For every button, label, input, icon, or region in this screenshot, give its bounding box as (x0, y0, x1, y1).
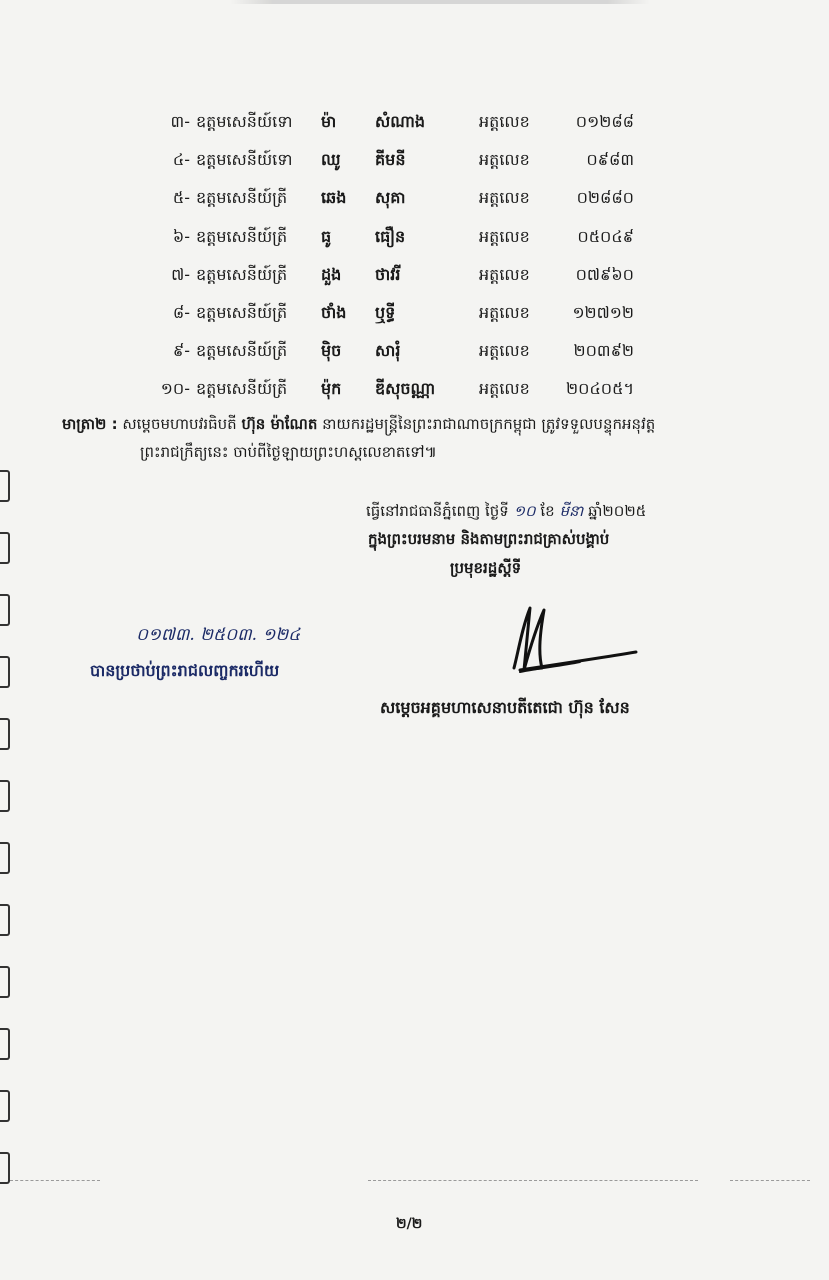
officer-given-name: ឬទ្ធី (375, 303, 396, 323)
id-label: អត្តលេខ (479, 303, 530, 323)
id-label: អត្តលេខ (479, 112, 530, 132)
year: ឆ្នាំ២០២៥ (588, 502, 647, 520)
id-label: អត្តលេខ (479, 188, 530, 208)
officer-rank: ឧត្តមសេនីយ៍ត្រី (196, 226, 288, 246)
officer-given-name: ថាវរី (375, 264, 401, 284)
id-label: អត្តលេខ (479, 341, 530, 361)
id-number: ០៩៨៣ (586, 150, 634, 170)
officer-surname: ដួង (321, 264, 342, 284)
id-number: ១២៧១២ (572, 303, 634, 323)
id-label: អត្តលេខ (479, 264, 530, 284)
officer-surname: ម៉ុក (321, 379, 342, 399)
prime-minister-name: ហ៊ុន ម៉ាណែត (241, 415, 318, 433)
officer-given-name: គីមនី (375, 150, 406, 170)
spiral-binding (0, 470, 14, 1190)
article-2-line-2: ព្រះរាជក្រឹត្យនេះ ចាប់ពីថ្ងៃឡាយព្រះហស្តលេខាតទៅ៕ (140, 443, 437, 461)
officer-rank: ឧត្តមសេនីយ៍ត្រី (196, 303, 288, 323)
article-text-before: សម្តេចមហាបវរធិបតី (122, 415, 237, 433)
footer-rule-right (730, 1180, 810, 1181)
id-number: ២០៣៩២ (573, 341, 634, 361)
id-label: អត្តលេខ (479, 379, 530, 399)
article-2-line-1 (62, 410, 762, 438)
row-index: ៧- (171, 264, 190, 284)
officer-rank: ឧត្តមសេនីយ៍ត្រី (196, 264, 288, 284)
month-label: ខែ (540, 502, 555, 520)
officer-given-name: សំណាង (375, 112, 425, 132)
handwritten-month: មីនា (559, 502, 584, 520)
id-number: ០២៨៨០ (576, 188, 634, 208)
row-index: ៨- (172, 303, 190, 323)
officer-surname: មុិច (321, 341, 342, 361)
row-index: ១០- (160, 379, 190, 399)
registration-number: ០១៧៣. ២៥០៣. ១២៤ (136, 625, 301, 645)
article-label: មាត្រា២ : (62, 415, 118, 433)
page-number: ២/២ (396, 1216, 423, 1232)
id-label: អត្តលេខ (479, 150, 530, 170)
signatory-name: សម្តេចអគ្គមហាសេនាបតីតេជោ ហ៊ុន សែន (380, 698, 630, 717)
officer-row (138, 333, 634, 371)
officer-rank: ឧត្តមសេនីយ៍ត្រី (196, 379, 288, 399)
officer-surname: ថាំង (321, 303, 347, 323)
officer-row (138, 257, 634, 295)
acting-head-of-state: ប្រមុខរដ្ឋស្តីទី (450, 559, 522, 577)
id-number: ០៥០៤៩ (577, 226, 634, 246)
previous-page-edge (230, 0, 650, 4)
row-index: ៥- (172, 188, 190, 208)
id-number: ០១២៨៨ (575, 112, 634, 132)
officer-row (138, 219, 634, 257)
officer-given-name: ឌីសុចណ្ណា (375, 379, 436, 399)
footer-rule-center (368, 1180, 698, 1181)
officer-row (138, 142, 634, 180)
royal-command-line: ក្នុងព្រះបរមនាម និងតាមព្រះរាជគ្រាស់បង្គាប់ (368, 530, 610, 548)
officer-rank: ឧត្តមសេនីយ៍ត្រី (196, 341, 288, 361)
officer-row (138, 295, 634, 333)
handwritten-day: ១០ (513, 502, 536, 520)
officer-rank: ឧត្តមសេនីយ៍ត្រី (196, 188, 288, 208)
article-2 (62, 410, 762, 466)
officer-surname: ឆេង (321, 188, 347, 208)
id-label: អត្តលេខ (479, 226, 530, 246)
officer-rank: ឧត្តមសេនីយ៍ទោ (196, 112, 293, 132)
article-text-after: នាយករដ្ឋមន្ត្រីនៃព្រះរាជាណាចក្រកម្ពុជា ត្រូវទទួលបន្ទុកអនុវត្ត (322, 415, 656, 433)
officer-surname: ម៉ា (321, 112, 337, 132)
officer-given-name: ធឿន (375, 226, 406, 246)
row-index: ៩- (172, 341, 190, 361)
officer-rank: ឧត្តមសេនីយ៍ទោ (196, 150, 293, 170)
officer-row (138, 104, 634, 142)
officer-given-name: សុគា (375, 188, 406, 208)
place-prefix: ធ្វើនៅរាជធានីភ្នំពេញ ថ្ងៃទី (366, 502, 509, 520)
row-index: ៣- (170, 112, 190, 132)
officer-list (138, 104, 634, 410)
royal-seal-note: បានប្រថាប់ព្រះរាជលញ្ចករហើយ (90, 661, 280, 680)
officer-given-name: សារុំ (375, 341, 401, 361)
row-index: ៤- (172, 150, 190, 170)
footer-rule-left (10, 1180, 100, 1181)
officer-row (138, 180, 634, 218)
officer-row (138, 371, 634, 409)
officer-surname: ឈូ (321, 150, 341, 170)
handwritten-signature (500, 598, 650, 688)
officer-surname: ធូ (321, 226, 332, 246)
id-number: ០៧៩៦០ (575, 264, 634, 284)
id-number: ២០៤០៥។ (566, 379, 634, 399)
row-index: ៦- (172, 226, 190, 246)
place-and-date (366, 502, 646, 524)
